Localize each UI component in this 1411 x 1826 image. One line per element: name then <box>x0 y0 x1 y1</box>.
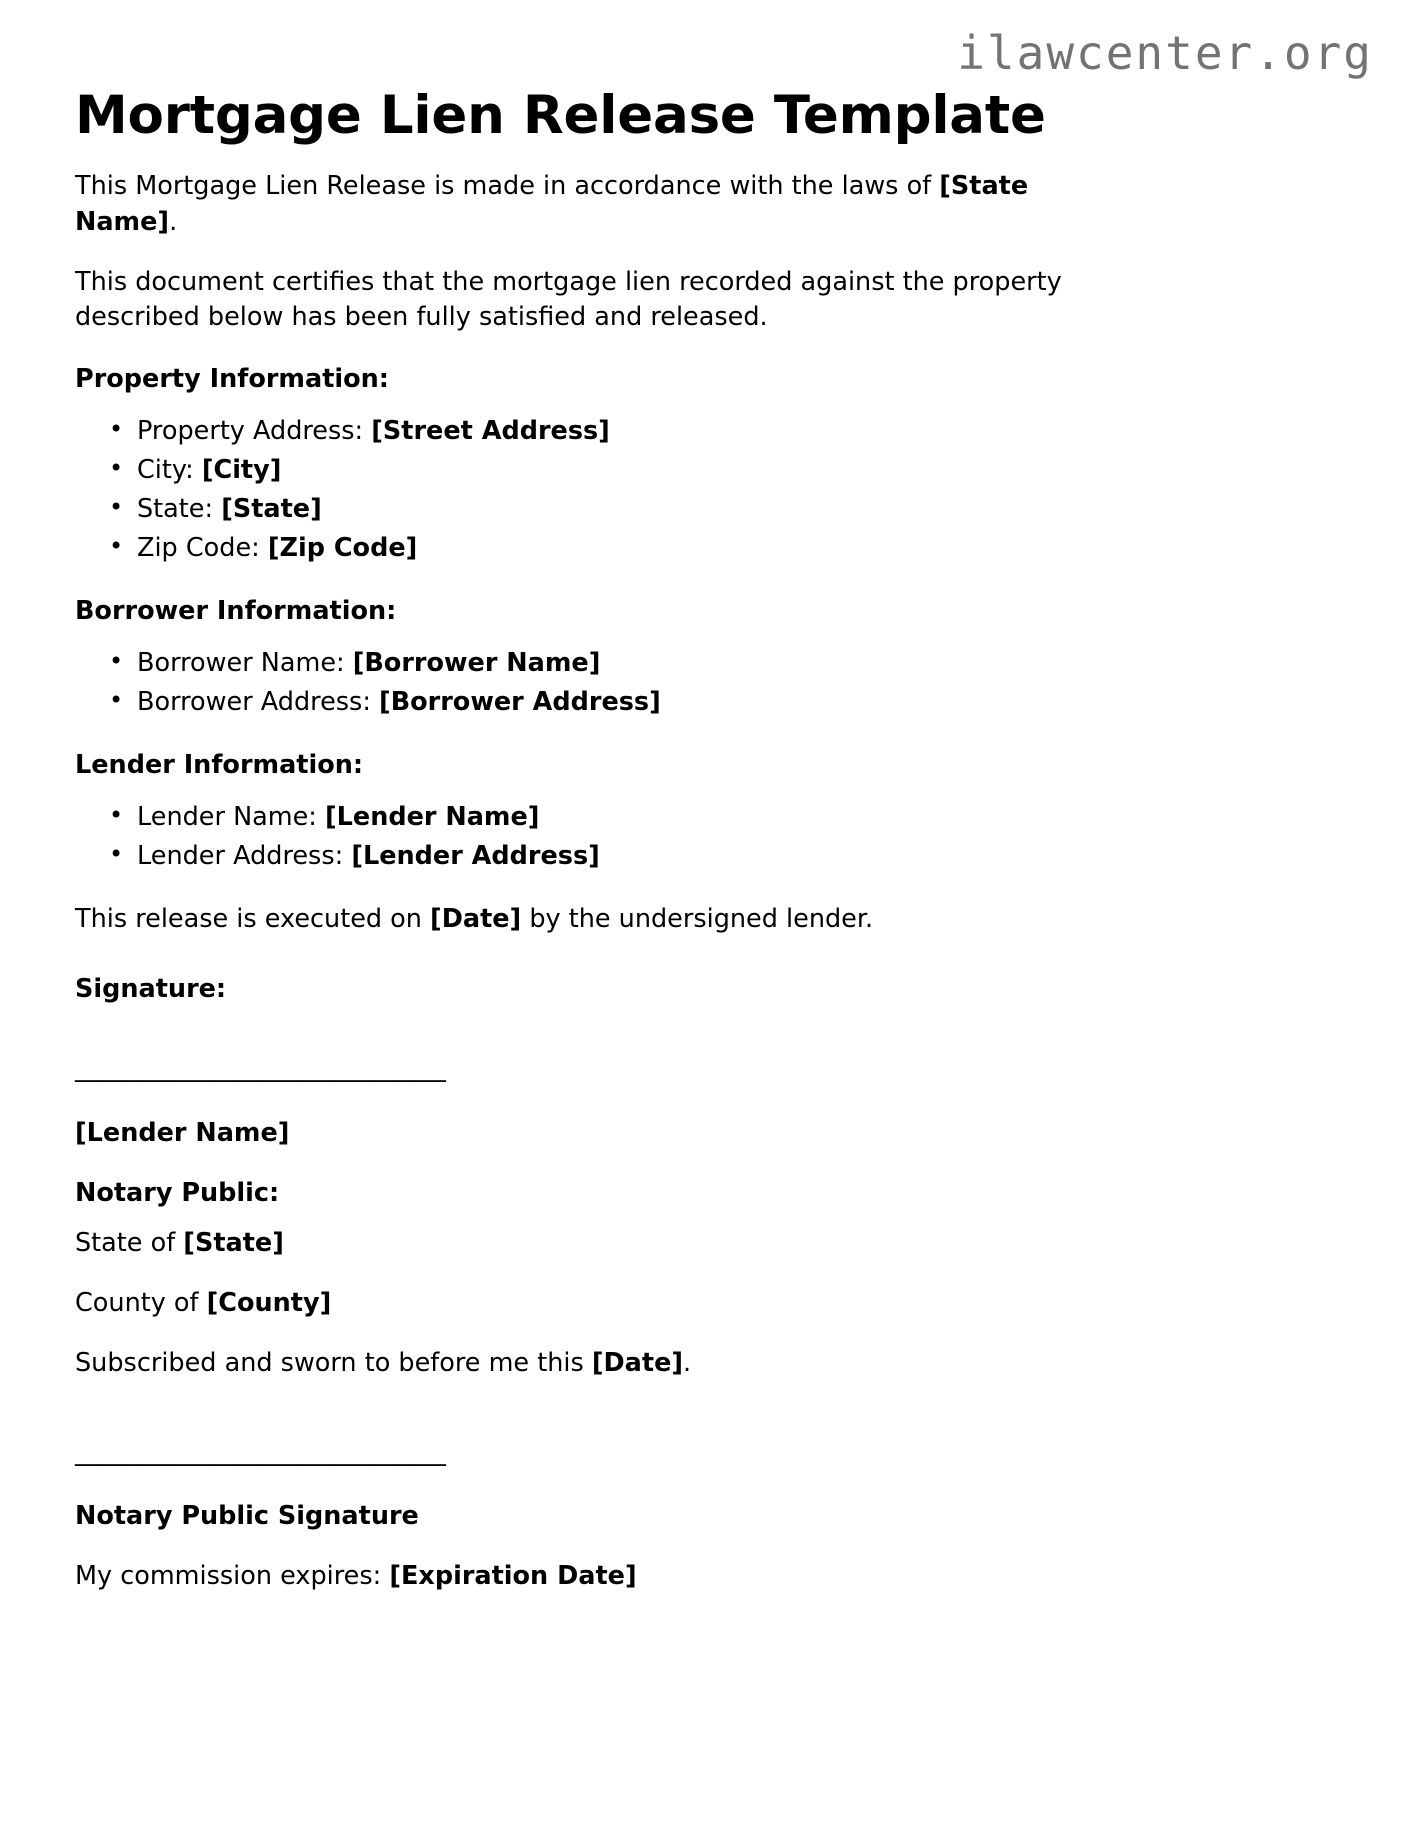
borrower-information-list <box>75 645 1336 720</box>
list-item-placeholder: [Lender Address] <box>351 840 600 871</box>
list-item-placeholder: [Zip Code] <box>267 533 418 564</box>
section-heading-borrower: Borrower Information: <box>75 596 397 627</box>
list-item <box>137 452 1336 488</box>
notary-sworn-line <box>75 1346 1135 1382</box>
notary-county-placeholder: [County] <box>206 1288 332 1319</box>
list-item-label: City: <box>137 454 202 485</box>
list-item-label: State: <box>137 493 222 524</box>
notary-county-line <box>75 1286 1135 1322</box>
document-body <box>75 145 1336 1595</box>
list-item-placeholder: [Street Address] <box>371 415 610 446</box>
list-item <box>137 413 1336 449</box>
list-item-label: Property Address: <box>137 415 372 446</box>
section-heading-lender: Lender Information: <box>75 750 364 781</box>
notary-sworn-text: Subscribed and sworn to before me this <box>75 1347 592 1378</box>
list-item-label: Lender Name: <box>137 801 326 832</box>
list-item <box>137 799 1336 835</box>
notary-commission-line <box>75 1559 1135 1595</box>
list-item <box>137 530 1336 566</box>
execution-text-after: by the undersigned lender. <box>521 904 874 934</box>
notary-commission-label: My commission expires: <box>75 1561 390 1592</box>
list-item-placeholder: [State] <box>221 493 322 524</box>
intro-text-after: . <box>169 207 178 238</box>
notary-sworn-date-placeholder: [Date] <box>591 1347 684 1378</box>
site-watermark: ilawcenter.org <box>957 26 1373 80</box>
notary-state-placeholder: [State] <box>183 1228 284 1259</box>
list-item-label: Borrower Name: <box>137 647 353 678</box>
list-item-label: Lender Address: <box>137 840 352 871</box>
list-item-placeholder: [City] <box>201 454 282 485</box>
lender-information-list <box>75 799 1336 874</box>
notary-signature-caption: Notary Public Signature <box>75 1501 419 1532</box>
lender-signature-rule: ______________________________ <box>75 1053 446 1084</box>
list-item-label: Borrower Address: <box>137 686 380 717</box>
execution-text-before: This release is executed on <box>75 904 431 934</box>
list-item-placeholder: [Borrower Name] <box>352 647 601 678</box>
spacer <box>75 962 1336 972</box>
page-title: Mortgage Lien Release Template <box>75 85 1046 146</box>
notary-public-heading: Notary Public: <box>75 1178 280 1209</box>
list-item-label: Zip Code: <box>137 533 268 564</box>
intro-paragraph <box>75 169 1135 240</box>
certification-paragraph: This document certifies that the mortgage lien recorded against the property described below has been fully satisfied and released. <box>75 266 1062 333</box>
intro-text-before: This Mortgage Lien Release is made in accordance with the laws of <box>75 171 940 202</box>
notary-state-label: State of <box>75 1228 184 1259</box>
execution-date-placeholder: [Date] <box>430 904 522 934</box>
intro-state-placeholder: [State Name] <box>75 171 1029 238</box>
list-item <box>137 684 1336 720</box>
execution-paragraph <box>75 902 1135 938</box>
signature-heading: Signature: <box>75 973 227 1004</box>
list-item <box>137 838 1336 874</box>
notary-sworn-text-after: . <box>683 1347 692 1378</box>
list-item <box>137 645 1336 681</box>
list-item <box>137 491 1336 527</box>
notary-county-label: County of <box>75 1288 207 1319</box>
list-item-placeholder: [Lender Name] <box>325 801 540 832</box>
notary-signature-rule: ______________________________ <box>75 1436 446 1467</box>
property-information-list <box>75 413 1336 567</box>
notary-state-line <box>75 1226 1135 1262</box>
list-item-placeholder: [Borrower Address] <box>379 686 661 717</box>
notary-commission-placeholder: [Expiration Date] <box>389 1561 637 1592</box>
lender-signature-name: [Lender Name] <box>75 1117 290 1148</box>
section-heading-property: Property Information: <box>75 364 390 395</box>
